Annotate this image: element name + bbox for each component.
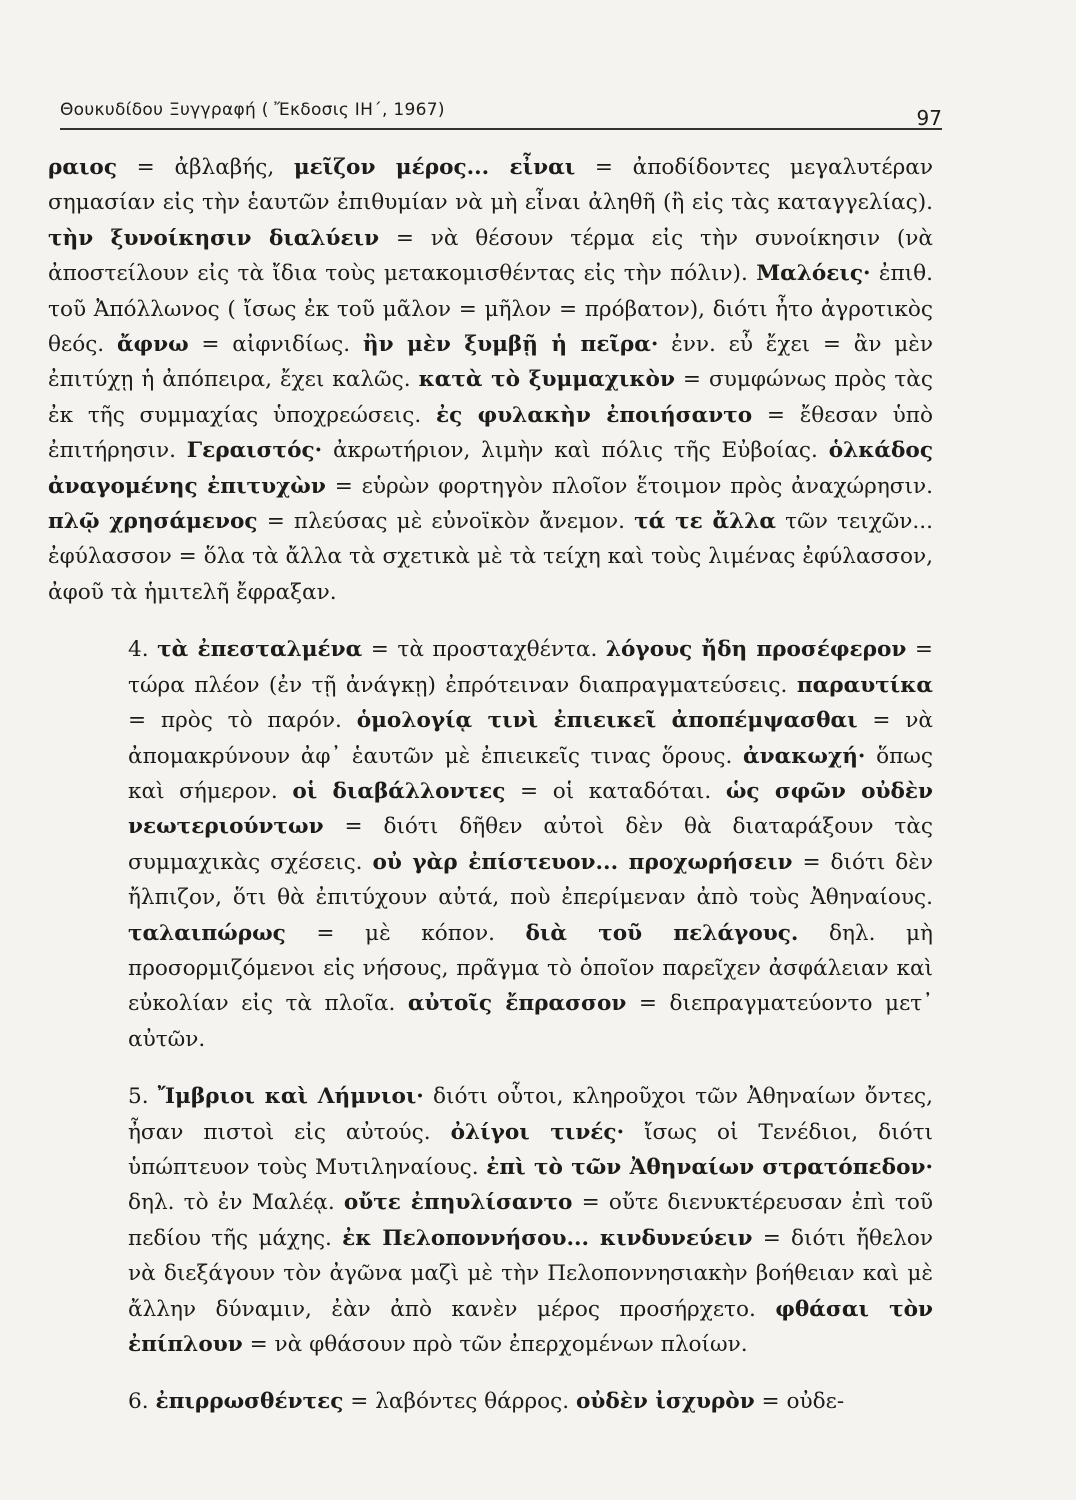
gloss-text: = διότι δῆθεν αὐτοὶ δὲν θὰ διαταράξουν τὰς συμμαχικὰς σχέσεις. bbox=[128, 814, 933, 875]
lemma-term: ἐπιρρωσθέντες bbox=[155, 1389, 344, 1415]
gloss-text: = διεπραγματεύοντο μετ᾿ αὐτῶν. bbox=[128, 991, 933, 1052]
gloss-text: ἐπιθ. τοῦ Ἀπόλλωνος ( ἴσως ἐκ τοῦ μᾶλον = μῆλον = πρόβατον), διότι ἦτο ἀγροτικὸς θεός. bbox=[48, 261, 934, 358]
gloss-text: = ἔθεσαν ὑπὸ ἐπιτήρησιν. bbox=[48, 402, 933, 464]
lemma-term: ἄφνω bbox=[116, 332, 189, 358]
header-title: Θουκυδίδου Ξυγγραφή ( Ἔκδοσις ΙΗ΄, 1967) bbox=[60, 100, 445, 120]
lemma-term: ὁμολογίᾳ τινὶ ἐπιεικεῖ ἀποπέμψασθαι bbox=[356, 708, 858, 734]
gloss-text: ἴσως οἱ Τενέδιοι, διότι ὑπώπτευον τοὺς Μυτιληναίους. bbox=[128, 1119, 933, 1180]
gloss-text: διότι οὗτοι, κληροῦχοι τῶν Ἀθηναίων ὄντες, ἦσαν πιστοὶ εἰς αὐτούς. bbox=[128, 1084, 933, 1145]
lemma-term: ἀνακωχή· bbox=[743, 743, 866, 769]
lemma-term: οἱ διαβάλλοντες bbox=[292, 778, 506, 804]
gloss-text: ἐνν. εὖ ἔχει = ἂν μὲν ἐπιτύχῃ ἡ ἀπόπειρα, ἔχει καλῶς. bbox=[48, 332, 933, 393]
lemma-term: πλῷ χρησάμενος bbox=[48, 509, 258, 535]
gloss-text: 6. bbox=[128, 1389, 156, 1415]
gloss-text: = νὰ ἀπομακρύνουν ἀφ᾿ ἑαυτῶν μὲ ἐπιεικεῖς τινας ὅρους. bbox=[128, 708, 933, 769]
gloss-text: = πρὸς τὸ παρόν. bbox=[128, 708, 357, 734]
gloss-text: ἀκρωτήριον, λιμὴν καὶ πόλις τῆς Εὐβοίας. bbox=[322, 438, 829, 464]
page-number: 97 bbox=[916, 106, 942, 130]
gloss-text: = μὲ κόπον. bbox=[285, 920, 526, 946]
gloss-text: = διότι ἤθελον νὰ διεξάγουν τὸν ἀγῶνα μαζὶ μὲ τὴν Πελοποννησιακὴν βοήθειαν καὶ μὲ ἄλλην δύναμιν, ἐὰν ἀπὸ κανὲν μέρος προσήρχετο. bbox=[128, 1225, 934, 1322]
paragraph-item-6 bbox=[48, 1384, 933, 1419]
gloss-text: ὅπως καὶ σήμερον. bbox=[128, 743, 933, 804]
gloss-text: = εὑρὼν φορτηγὸν πλοῖον ἕτοιμον πρὸς ἀναχώρησιν. bbox=[325, 473, 933, 499]
lemma-term: οὐδὲν ἰσχυρὸν bbox=[575, 1389, 755, 1415]
running-header bbox=[60, 88, 942, 130]
gloss-text: = οὐδε- bbox=[754, 1389, 845, 1415]
lemma-term: τὰ ἐπεσταλμένα bbox=[157, 637, 363, 663]
lemma-term: οὐ γὰρ ἐπίστευον... προχωρήσειν bbox=[372, 849, 793, 875]
gloss-text: 5. bbox=[128, 1084, 158, 1110]
lemma-term: ραιος bbox=[48, 155, 117, 180]
gloss-text: = λαβόντες θάρρος. bbox=[343, 1389, 576, 1415]
gloss-text: = αἰφνιδίως. bbox=[188, 332, 363, 358]
lemma-term: Γεραιστός· bbox=[186, 438, 323, 464]
lemma-term: Μαλόεις· bbox=[756, 261, 871, 287]
gloss-text: = νὰ φθάσουν πρὸ τῶν ἐπερχομένων πλοίων. bbox=[242, 1332, 748, 1357]
lemma-term: λόγους ἤδη προσέφερον bbox=[605, 637, 907, 663]
lemma-term: παραυτίκα bbox=[796, 672, 933, 698]
gloss-text: = διότι δὲν ἤλπιζον, ὅτι θὰ ἐπιτύχουν αὐτά, ποὺ ἐπερίμεναν ἀπὸ τοὺς Ἀθηναίους. bbox=[128, 849, 933, 911]
lemma-term: ὀλίγοι τινές· bbox=[450, 1119, 625, 1145]
gloss-text: = οἱ καταδόται. bbox=[505, 778, 726, 804]
gloss-text: = τὰ προσταχθέντα. bbox=[362, 637, 606, 663]
gloss-text: δηλ. τὸ ἐν Μαλέᾳ. bbox=[128, 1190, 344, 1216]
lemma-term: ἐς φυλακὴν ἐποιήσαντο bbox=[436, 402, 753, 428]
lemma-term: ὡς σφῶν οὐδὲν νεωτεριούντων bbox=[128, 778, 933, 840]
gloss-text: = ἀποδίδοντες μεγαλυτέραν σημασίαν εἰς τὴν ἑαυτῶν ἐπιθυμίαν νὰ μὴ εἶναι ἀληθῆ (ἢ εἰς τὰς καταγγελίας). bbox=[48, 155, 933, 216]
lemma-term: τά τε ἄλλα bbox=[634, 509, 777, 535]
commentary-text bbox=[48, 150, 933, 1420]
lemma-term: ἐπὶ τὸ τῶν Ἀθηναίων στρατόπεδον· bbox=[486, 1154, 933, 1180]
lemma-term: κατὰ τὸ ξυμμαχικὸν bbox=[418, 367, 675, 393]
lemma-term: διὰ τοῦ πελάγους. bbox=[525, 920, 799, 946]
gloss-text: τῶν τειχῶν... ἐφύλασσον = ὅλα τὰ ἄλλα τὰ σχετικὰ μὲ τὰ τείχη καὶ τοὺς λιμένας ἐφύλασσον, ἀφοῦ τὰ ἡμιτελῆ ἔφραξαν. bbox=[48, 509, 934, 605]
gloss-text: = νὰ θέσουν τέρμα εἰς τὴν συνοίκησιν (νὰ ἀποστείλουν εἰς τὰ ἴδια τοὺς μετακομισθέντας εἰς τὴν πόλιν). bbox=[48, 225, 933, 287]
lemma-term: φθάσαι τὸν ἐπίπλουν bbox=[128, 1296, 933, 1357]
gloss-text: = οὔτε διενυκτέρευσαν ἐπὶ τοῦ πεδίου τῆς μάχης. bbox=[128, 1190, 934, 1251]
gloss-text: = πλεύσας μὲ εὐνοϊκὸν ἄνεμον. bbox=[257, 509, 635, 535]
gloss-text: δηλ. μὴ προσορμιζόμενοι εἰς νήσους, πρᾶγμα τὸ ὁποῖον παρεῖχεν ἀσφάλειαν καὶ εὐκολίαν εἰς τὰ πλοῖα. bbox=[128, 920, 933, 1017]
gloss-text: = συμφώνως πρὸς τὰς ἐκ τῆς συμμαχίας ὑποχρεώσεις. bbox=[48, 367, 933, 428]
lemma-term: Ἴμβριοι καὶ Λήμνιοι· bbox=[157, 1084, 424, 1110]
gloss-text: = τώρα πλέον (ἐν τῇ ἀνάγκῃ) ἐπρότειναν διαπραγματεύσεις. bbox=[128, 637, 934, 698]
lemma-term: ταλαιπώρως bbox=[128, 920, 286, 946]
paragraph-item-4 bbox=[48, 632, 933, 1057]
lemma-term: ἐκ Πελοποννήσου... κινδυνεύειν bbox=[342, 1225, 753, 1251]
lemma-term: μεῖζον μέρος... εἶναι bbox=[293, 155, 576, 180]
gloss-text: 4. bbox=[128, 637, 158, 663]
lemma-term: αὐτοῖς ἔπρασσον bbox=[407, 991, 627, 1017]
paragraph bbox=[48, 150, 933, 610]
lemma-term: ἢν μὲν ξυμβῇ ἡ πεῖρα· bbox=[362, 332, 659, 358]
lemma-term: οὔτε ἐπηυλίσαντο bbox=[343, 1190, 573, 1216]
paragraph-item-5 bbox=[48, 1079, 933, 1362]
lemma-term: τὴν ξυνοίκησιν διαλύειν bbox=[48, 225, 380, 251]
lemma-term: ὁλκάδος ἀναγομένης ἐπιτυχὼν bbox=[48, 438, 933, 499]
gloss-text: = ἀβλαβής, bbox=[116, 155, 294, 180]
